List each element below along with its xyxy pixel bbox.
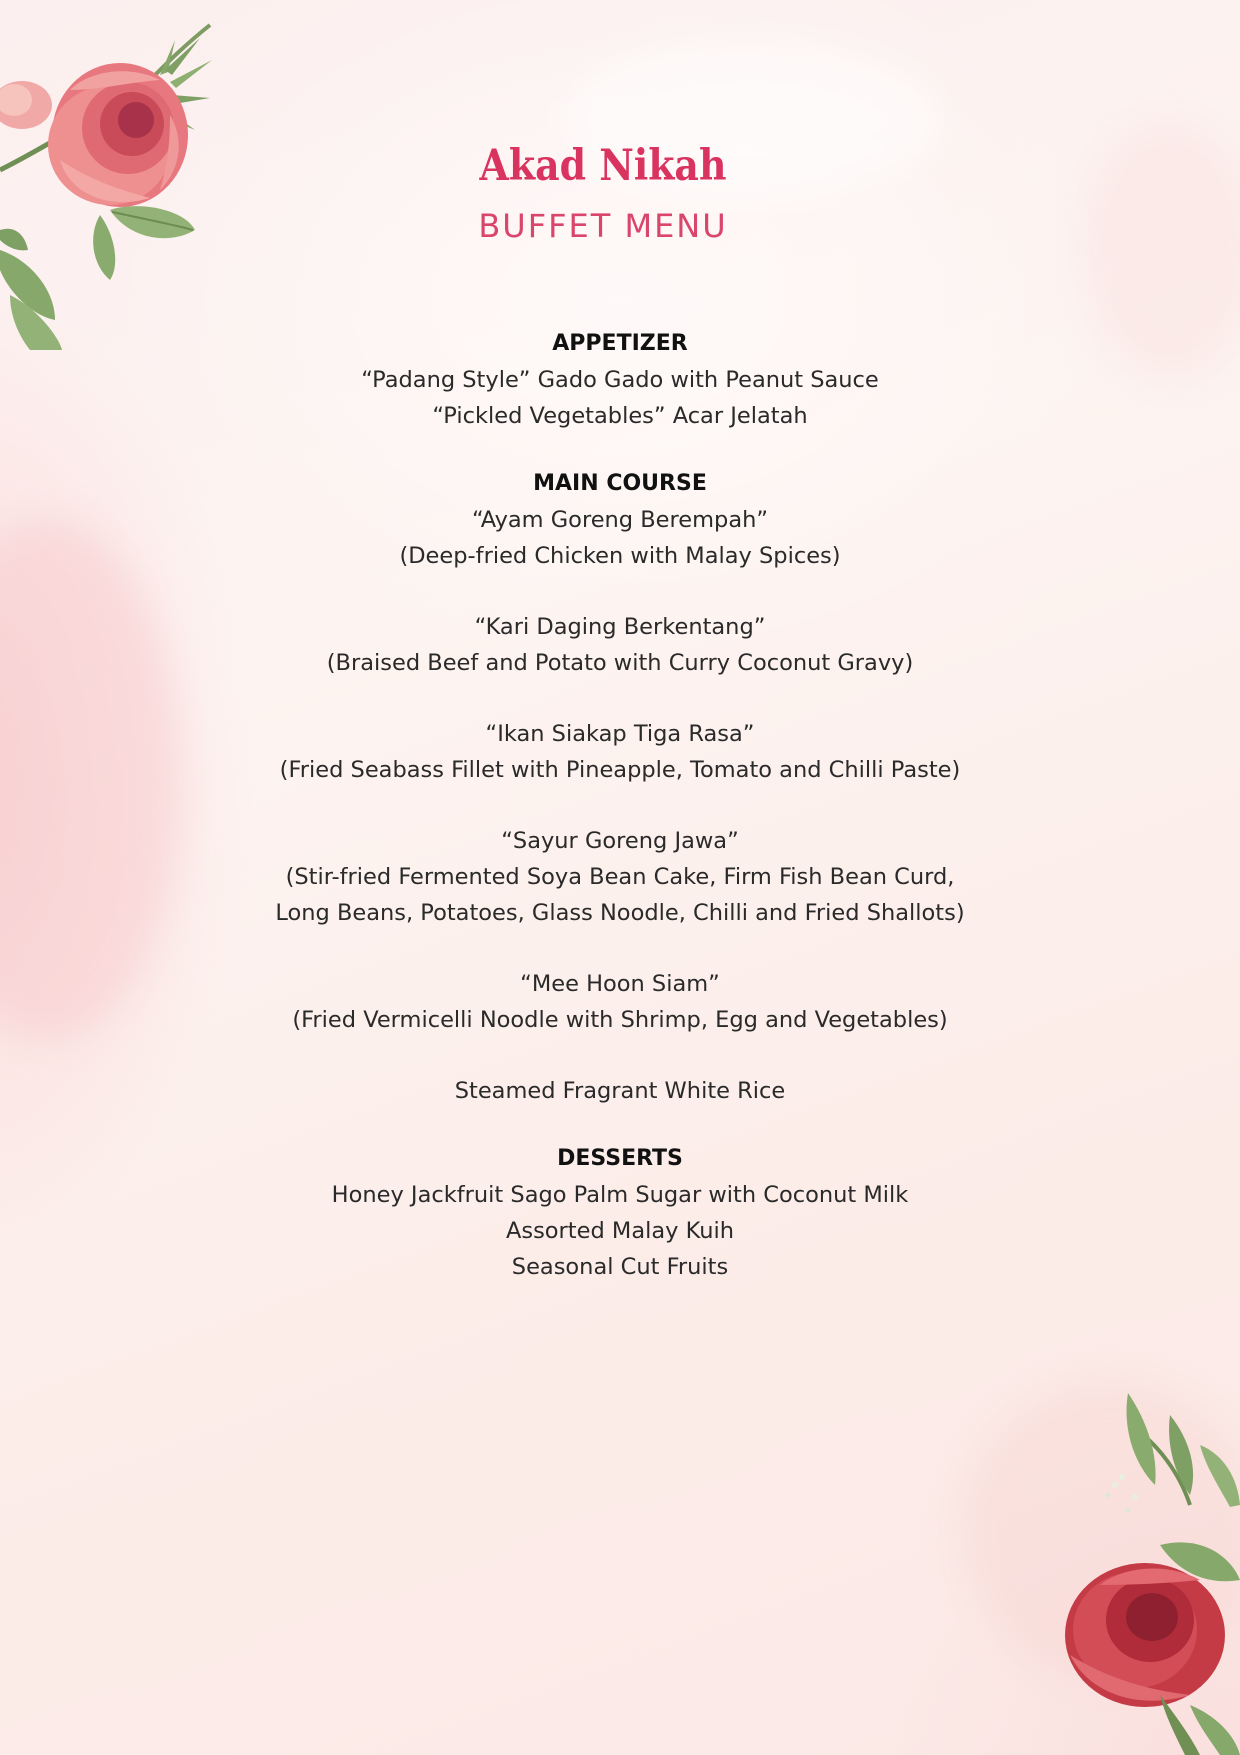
menu-item: Honey Jackfruit Sago Palm Sugar with Coconut Milk [331,1182,909,1208]
dish-description: (Fried Vermicelli Noodle with Shrimp, Egg and Vegetables) [292,1007,948,1033]
page-subtitle: BUFFET MENU [478,207,728,245]
dish-name: “Ikan Siakap Tiga Rasa” [485,721,755,747]
menu-list [0,326,1240,1285]
section-heading-appetizer: APPETIZER [552,331,688,356]
menu-item: “Padang Style” Gado Gado with Peanut Sauce [361,367,879,393]
menu-item: Seasonal Cut Fruits [511,1254,729,1280]
dish-description: (Deep-fried Chicken with Malay Spices) [399,543,841,569]
page-title: Akad Nikah [479,141,727,191]
dish-description: Long Beans, Potatoes, Glass Noodle, Chilli and Fried Shallots) [275,900,965,926]
section-heading-main-course: MAIN COURSE [533,471,707,496]
dish-description: (Braised Beef and Potato with Curry Coconut Gravy) [326,650,914,676]
menu-item: “Pickled Vegetables” Acar Jelatah [432,403,808,429]
dish-name: “Ayam Goreng Berempah” [471,507,769,533]
menu-item: Assorted Malay Kuih [505,1218,735,1244]
section-heading-desserts: DESSERTS [557,1146,683,1171]
dish-description: (Fried Seabass Fillet with Pineapple, Tomato and Chilli Paste) [279,757,961,783]
dish-description: (Stir-fried Fermented Soya Bean Cake, Firm Fish Bean Curd, [285,864,955,890]
dish-name: Steamed Fragrant White Rice [454,1078,786,1104]
dish-name: “Kari Daging Berkentang” [474,614,766,640]
rose-icon [1040,1385,1240,1755]
dish-name: “Mee Hoon Siam” [520,971,720,997]
dish-name: “Sayur Goreng Jawa” [501,828,739,854]
